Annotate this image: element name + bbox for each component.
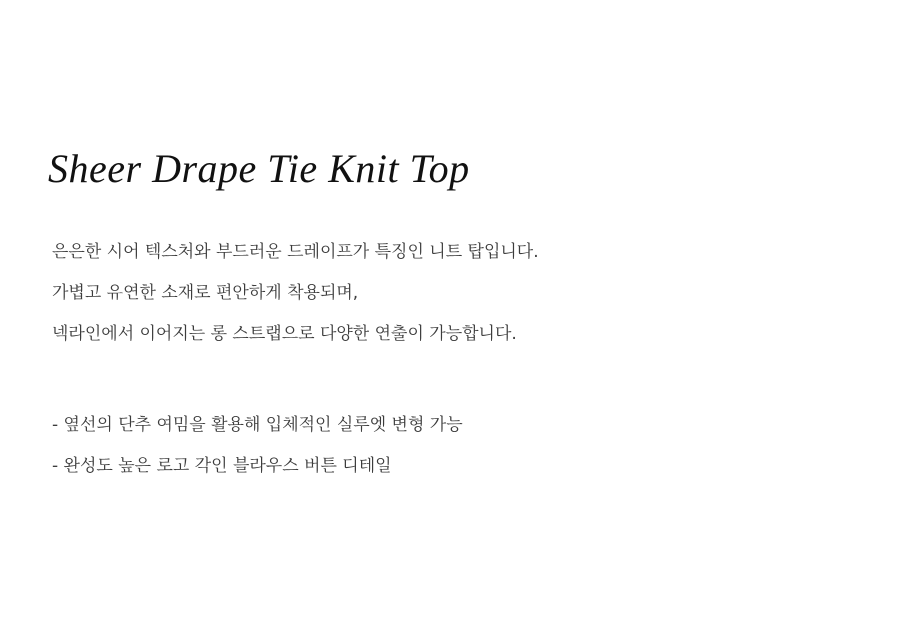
description-line: 넥라인에서 이어지는 롱 스트랩으로 다양한 연출이 가능합니다. — [52, 324, 517, 344]
page-title: Sheer Drape Tie Knit Top — [48, 145, 470, 191]
feature-list-item: - 옆선의 단추 여밈을 활용해 입체적인 실루엣 변형 가능 — [52, 415, 463, 435]
feature-list-item: - 완성도 높은 로고 각인 블라우스 버튼 디테일 — [52, 456, 392, 476]
description-block — [52, 232, 812, 355]
feature-list — [52, 405, 812, 487]
description-line: 가볍고 유연한 소재로 편안하게 착용되며, — [52, 283, 359, 303]
description-line: 은은한 시어 텍스처와 부드러운 드레이프가 특징인 니트 탑입니다. — [52, 242, 539, 262]
